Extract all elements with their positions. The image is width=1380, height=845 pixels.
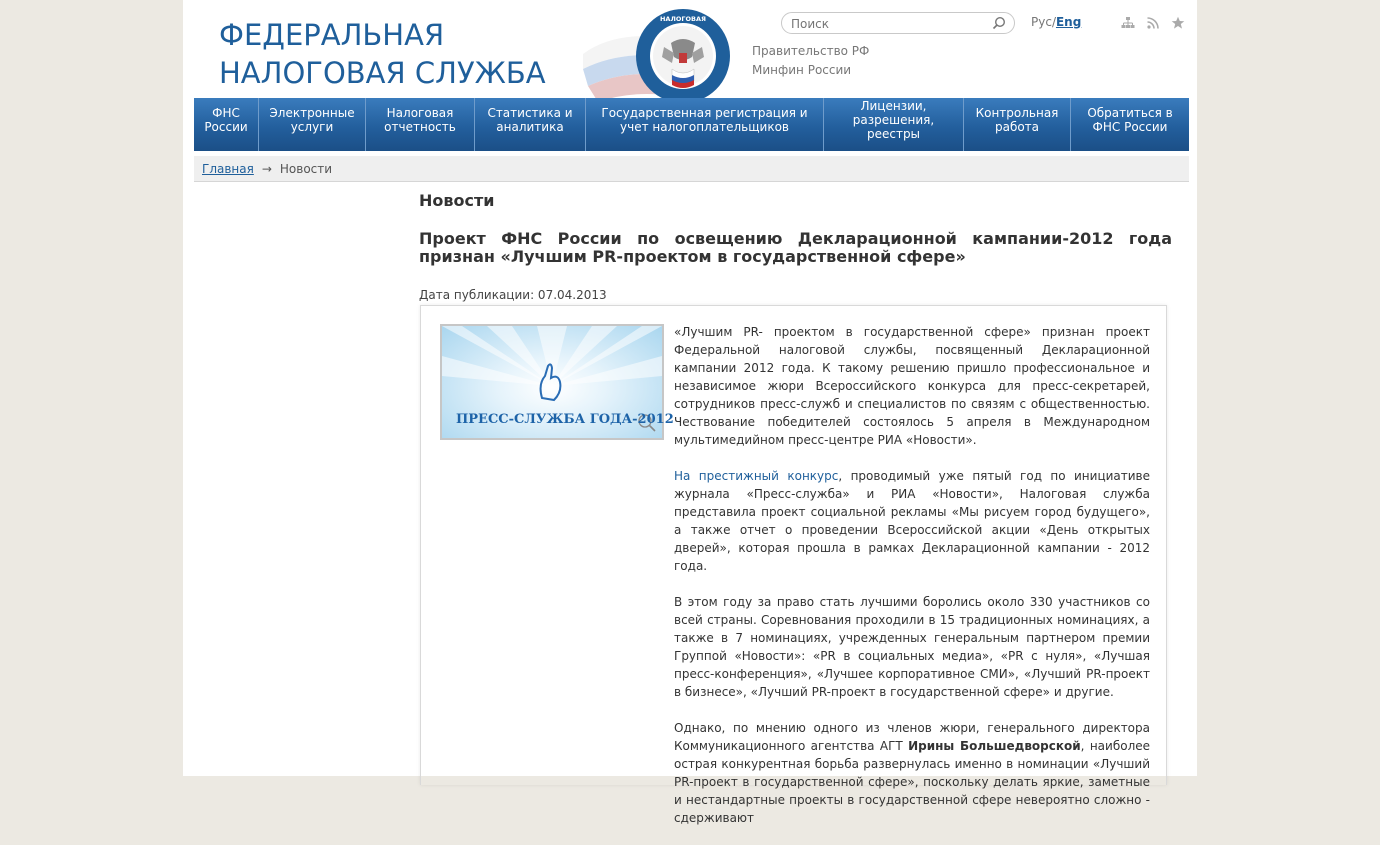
nav-item-contact[interactable]: Обратиться в ФНС России <box>1087 105 1173 134</box>
lang-rus: Рус <box>1031 15 1052 29</box>
paragraph-2-text: , проводимый уже пятый год по инициативе журнала «Пресс-служба» и РИА «Новости», Налоговая служба представила проект социальной рекламы «Мы рисуем город будущего», а также отчет о проведении Всероссийской акции «День открытых дверей», которая прошла в рамках Декларационной кампании - 2012 года. <box>674 469 1151 573</box>
language-switcher <box>1031 15 1081 29</box>
paragraph-1: «Лучшим PR- проектом в государственной сфере» признан проект Федеральной налоговой службы, посвященный Декларационной кампании 2012 года. К такому решению пришло профессиональное и независимое жюри Всероссийского конкурса для пресс-секретарей, сотрудников пресс-служб и специалистов по связям с общественностью. Чествование победителей состоялось 5 апреля в Международном мультимедийном пресс-центре РИА «Новости». <box>674 325 1150 447</box>
breadcrumb-home-link[interactable]: Главная <box>202 162 254 176</box>
logo-line-1: ФЕДЕРАЛЬНАЯ <box>219 18 445 52</box>
nav-item-tax-reporting[interactable]: Налоговая отчетность <box>366 98 475 151</box>
star-icon[interactable] <box>1171 16 1185 30</box>
minfin-link[interactable]: Минфин России <box>752 63 852 77</box>
section-title: Новости <box>419 191 495 210</box>
breadcrumb-current: Новости <box>279 162 333 176</box>
nav-item-statistics[interactable]: Статистика и аналитика <box>475 98 586 151</box>
rss-icon[interactable] <box>1146 16 1160 30</box>
gov-links <box>752 42 869 80</box>
jury-member-name: Ирины Большедворской <box>908 739 1081 753</box>
site-logo[interactable] <box>219 16 546 92</box>
news-title: Проект ФНС России по освещению Декларационной кампании-2012 года признан «Лучшим PR-проектом в государственной сфере» <box>419 229 1172 266</box>
paragraph-4 <box>674 719 1150 827</box>
page-container <box>183 0 1197 825</box>
paragraph-4-start: Однако, по мнению одного из членов жюри, генерального директора Коммуникационного агентства АГТ <box>674 721 1150 753</box>
paragraph-4-text: , наиболее острая конкурентная борьба развернулась именно в номинации «Лучший PR-проект в государственной сфере», поскольку делать яркие, заметные и нестандартные проекты в государственной сфере невероятно сложно - сдерживают <box>674 739 1151 825</box>
main-nav <box>194 98 1189 151</box>
lang-eng-link[interactable]: Eng <box>1055 15 1082 29</box>
svg-text:НАЛОГОВАЯ: НАЛОГОВАЯ <box>659 15 707 23</box>
breadcrumb-arrow-icon: → <box>261 162 272 176</box>
paragraph-2 <box>674 467 1150 575</box>
contest-link[interactable]: На престижный конкурс <box>674 469 839 483</box>
nav-item-e-services[interactable]: Электронные услуги <box>259 98 366 151</box>
search-icon[interactable] <box>992 16 1006 30</box>
logo-line-2: НАЛОГОВАЯ СЛУЖБА <box>219 56 546 90</box>
nav-item-fns[interactable]: ФНС России <box>194 98 259 151</box>
nav-item-control[interactable]: Контрольная работа <box>964 98 1071 151</box>
government-link[interactable]: Правительство РФ <box>752 44 870 58</box>
search-input[interactable] <box>782 14 982 34</box>
nav-item-registration[interactable]: Государственная регистрация и учет налогоплательщиков <box>586 98 824 151</box>
article-text <box>674 323 1150 845</box>
sitemap-icon[interactable] <box>1121 16 1135 30</box>
toolbar-icons <box>1121 16 1185 30</box>
nav-item-licenses[interactable]: Лицензии, разрешения, реестры <box>824 98 964 151</box>
search-box <box>781 12 1015 34</box>
breadcrumb <box>194 156 1189 182</box>
image-caption: ПРЕСС-СЛУЖБА ГОДА-2012 <box>456 412 674 427</box>
article-image[interactable] <box>440 324 674 440</box>
fns-emblem-icon[interactable] <box>634 7 732 105</box>
lang-separator: / <box>1051 15 1056 29</box>
paragraph-3: В этом году за право стать лучшими боролись около 330 участников со всей страны. Соревнования проходили в 15 традиционных номинациях, а также в 7 номинациях, учрежденных генеральным партнером премии Группой «Новости»: «PR в социальных медиа», «PR с нуля», «Лучшая пресс-конференция», «Лучшее корпоративное СМИ», «Лучший PR-проект в бизнесе», «Лучший PR-проект в государственной сфере» и другие. <box>674 595 1150 699</box>
publication-date: Дата публикации: 07.04.2013 <box>419 288 607 302</box>
article-body <box>420 305 1167 825</box>
